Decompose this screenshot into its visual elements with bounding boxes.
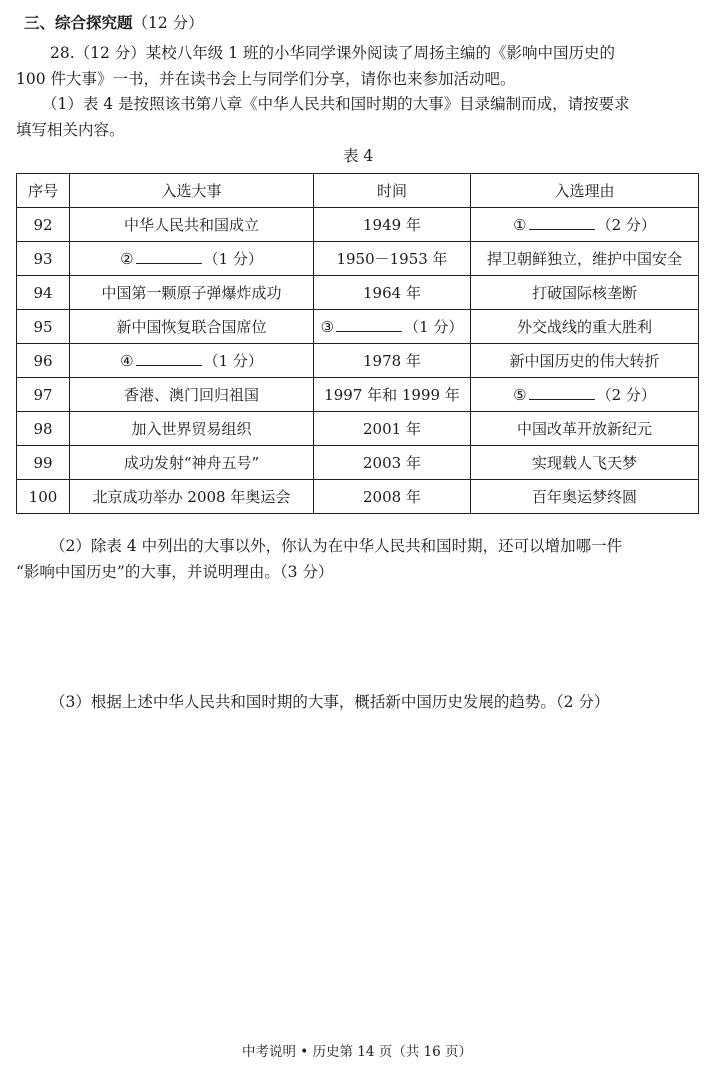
part2-answer-area[interactable] [16,590,698,686]
question-intro-line-1: 28.（12 分）某校八年级 1 班的小华同学课外阅读了周扬主编的《影响中国历史的 [50,44,616,62]
answer-blank-2[interactable] [136,249,202,264]
row-time: 2008 年 [314,480,471,514]
table-row [17,412,699,446]
row-reason: 新中国历史的伟大转折 [471,344,699,378]
row-event-blank-2[interactable] [70,242,314,276]
blank-marker: ① [513,216,527,234]
row-no: 97 [17,378,70,412]
row-no: 94 [17,276,70,310]
table-row [17,242,699,276]
blank-marker: ④ [120,352,134,370]
row-time: 1978 年 [314,344,471,378]
row-time: 1997 年和 1999 年 [314,378,471,412]
answer-blank-5[interactable] [529,385,595,400]
row-time: 1950－1953 年 [314,242,471,276]
table-row [17,378,699,412]
part1-line-2: 填写相关内容。 [16,121,125,139]
page-footer: 中考说明 • 历史第 14 页（共 16 页） [241,1044,473,1060]
row-event: 成功发射“神舟五号” [70,446,314,480]
question-intro-line-2: 100 件大事》一书，并在读书会上与同学们分享，请你也来参加活动吧。 [16,70,516,88]
row-event: 中华人民共和国成立 [70,208,314,242]
section-heading-points: （12 分） [132,14,204,32]
row-reason: 打破国际核垄断 [471,276,699,310]
header-time: 时间 [314,174,471,208]
row-no: 100 [17,480,70,514]
table-row [17,344,699,378]
row-time: 2003 年 [314,446,471,480]
section-heading [24,12,204,34]
row-time: 1964 年 [314,276,471,310]
row-no: 92 [17,208,70,242]
row-event: 中国第一颗原子弹爆炸成功 [70,276,314,310]
row-event: 北京成功举办 2008 年奥运会 [70,480,314,514]
header-event: 入选大事 [70,174,314,208]
blank-points: （2 分） [596,216,656,234]
row-no: 98 [17,412,70,446]
blank-points: （2 分） [596,386,656,404]
events-table [16,173,699,514]
header-no: 序号 [17,174,70,208]
blank-marker: ⑤ [513,386,527,404]
part3-line-1: （3）根据上述中华人民共和国时期的大事，概括新中国历史发展的趋势。（2 分） [50,693,610,711]
blank-marker: ③ [320,318,335,336]
row-reason-blank-1[interactable] [471,208,699,242]
row-event: 加入世界贸易组织 [70,412,314,446]
part2-line-1: （2）除表 4 中列出的大事以外，你认为在中华人民共和国时期，还可以增加哪一件 [50,537,623,555]
row-time: 2001 年 [314,412,471,446]
row-time-blank-3[interactable] [314,310,471,344]
row-event-blank-4[interactable] [70,344,314,378]
table-row [17,446,699,480]
part3-answer-area[interactable] [16,720,698,1020]
section-heading-title: 三、综合探究题 [24,13,133,32]
row-no: 96 [17,344,70,378]
blank-points: （1 分） [404,318,464,336]
row-reason: 百年奥运梦终圆 [471,480,699,514]
row-reason: 中国改革开放新纪元 [471,412,699,446]
row-no: 93 [17,242,70,276]
blank-marker: ② [120,250,134,268]
row-reason-blank-5[interactable] [471,378,699,412]
row-reason: 实现载人飞天梦 [471,446,699,480]
row-event: 新中国恢复联合国席位 [70,310,314,344]
row-reason: 捍卫朝鲜独立，维护中国安全 [471,242,699,276]
row-time: 1949 年 [314,208,471,242]
header-reason: 入选理由 [471,174,699,208]
part1-line-1: （1）表 4 是按照该书第八章《中华人民共和国时期的大事》目录编制而成，请按要求 [42,95,630,113]
blank-points: （1 分） [203,250,263,268]
table-row [17,310,699,344]
part2-line-2: “影响中国历史”的大事，并说明理由。（3 分） [16,563,334,581]
answer-blank-1[interactable] [529,215,595,230]
answer-blank-3[interactable] [336,317,402,332]
blank-points: （1 分） [203,352,263,370]
table-row [17,480,699,514]
answer-blank-4[interactable] [136,351,202,366]
row-no: 99 [17,446,70,480]
table-caption: 表 4 [343,147,374,165]
table-row [17,208,699,242]
row-event: 香港、澳门回归祖国 [70,378,314,412]
table-row [17,276,699,310]
row-reason: 外交战线的重大胜利 [471,310,699,344]
table-header-row [17,174,699,208]
row-no: 95 [17,310,70,344]
